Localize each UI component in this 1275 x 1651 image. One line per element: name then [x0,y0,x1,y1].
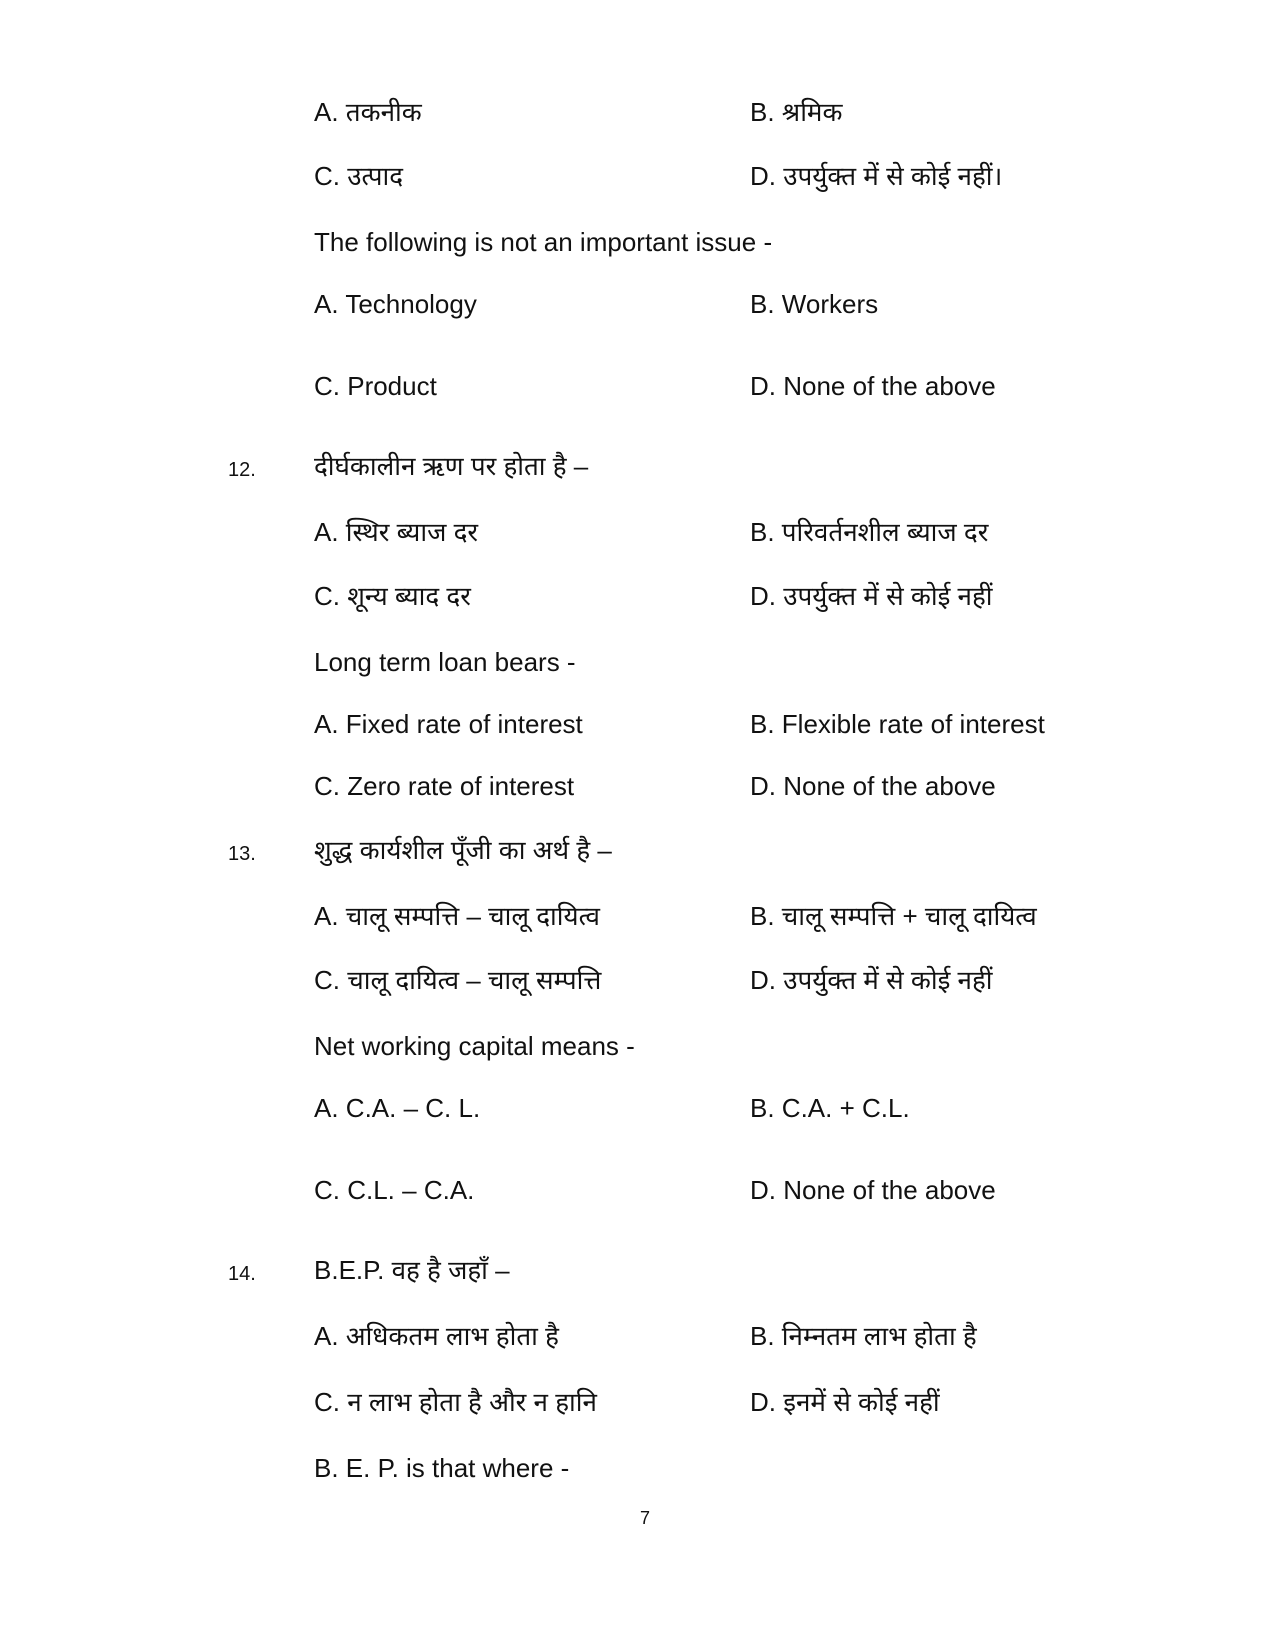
q11-option-c-hindi: C. उत्पाद [314,161,404,191]
q11-option-b-hindi: B. श्रमिक [750,97,843,127]
q14-question-english: B. E. P. is that where - [314,1453,570,1483]
q12-option-c-english: C. Zero rate of interest [314,771,575,801]
q13-option-a-english: A. C.A. – C. L. [314,1093,481,1123]
q11-option-d-hindi: D. उपर्युक्त में से कोई नहीं। [750,161,1003,191]
q14-option-d-hindi: D. इनमें से कोई नहीं [750,1387,940,1417]
q12-option-d-english: D. None of the above [750,771,996,801]
q13-option-b-english: B. C.A. + C.L. [750,1093,910,1123]
q11-option-a-hindi: A. तकनीक [314,97,422,127]
q12-option-c-hindi: C. शून्य ब्याद दर [314,581,471,611]
q14-option-b-hindi: B. निम्नतम लाभ होता है [750,1321,977,1351]
q11-question-english: The following is not an important issue - [314,227,773,257]
q12-option-b-hindi: B. परिवर्तनशील ब्याज दर [750,517,989,547]
q14-question-hindi: B.E.P. वह है जहाँ – [314,1255,510,1285]
q12-option-d-hindi: D. उपर्युक्त में से कोई नहीं [750,581,993,611]
q12-option-a-hindi: A. स्थिर ब्याज दर [314,517,479,547]
q14-option-a-hindi: A. अधिकतम लाभ होता है [314,1321,559,1351]
q12-question-hindi: दीर्घकालीन ऋण पर होता है – [314,451,589,481]
q11-option-b-english: B. Workers [750,289,879,319]
q13-option-c-english: C. C.L. – C.A. [314,1175,475,1205]
q12-option-b-english: B. Flexible rate of interest [750,709,1045,739]
q12-question-english: Long term loan bears - [314,647,576,677]
q11-option-a-english: A. Technology [314,289,477,319]
q12-option-a-english: A. Fixed rate of interest [314,709,583,739]
page-number: 7 [639,1508,650,1528]
q13-option-d-hindi: D. उपर्युक्त में से कोई नहीं [750,965,993,995]
q13-option-c-hindi: C. चालू दायित्व – चालू सम्पत्ति [314,965,602,995]
q13-number: 13. [228,843,256,865]
q12-number: 12. [228,459,256,481]
q13-question-hindi: शुद्ध कार्यशील पूँजी का अर्थ है – [314,835,612,865]
q13-option-d-english: D. None of the above [750,1175,996,1205]
q14-option-c-hindi: C. न लाभ होता है और न हानि [314,1387,597,1417]
q11-option-c-english: C. Product [314,371,437,401]
q14-number: 14. [228,1263,256,1285]
q11-option-d-english: D. None of the above [750,371,996,401]
q13-option-b-hindi: B. चालू सम्पत्ति + चालू दायित्व [750,901,1037,931]
q13-question-english: Net working capital means - [314,1031,635,1061]
q13-option-a-hindi: A. चालू सम्पत्ति – चालू दायित्व [314,901,600,931]
